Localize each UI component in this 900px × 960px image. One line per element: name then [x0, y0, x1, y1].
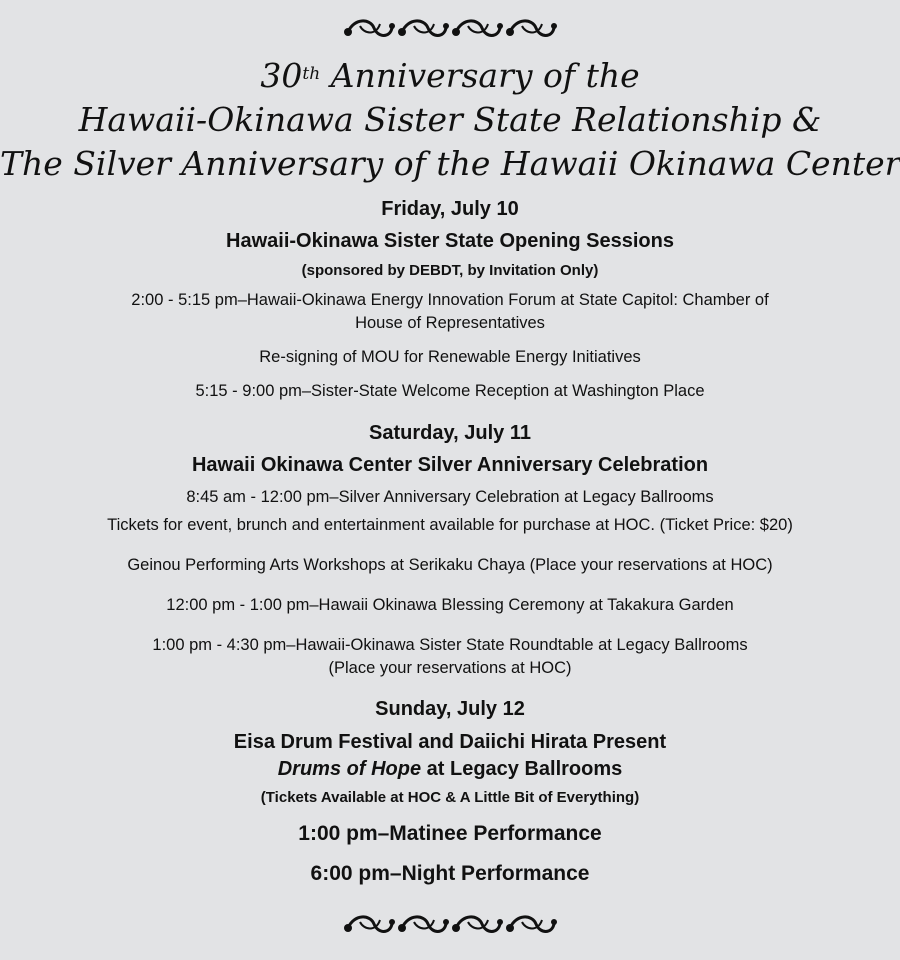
flourish-icon: [340, 14, 560, 44]
saturday-item-2: Tickets for event, brunch and entertainment available for purchase at HOC. (Ticket Price: $20): [107, 516, 793, 534]
sunday-event-line-1: Eisa Drum Festival and Daiichi Hirata Present: [233, 731, 667, 753]
friday-day-heading: Friday, July 10: [381, 198, 519, 220]
sunday-event-line-2: Drums of Hope at Legacy Ballrooms: [277, 758, 623, 780]
friday-item-2: Re-signing of MOU for Renewable Energy Initiatives: [259, 348, 641, 366]
saturday-item-5a: 1:00 pm - 4:30 pm–Hawaii-Okinawa Sister State Roundtable at Legacy Ballrooms: [152, 636, 748, 654]
top-flourish-ornament: [340, 14, 560, 44]
sunday-note: (Tickets Available at HOC & A Little Bit of Everything): [260, 789, 640, 806]
show-title: Drums of Hope: [277, 758, 422, 780]
saturday-item-3: Geinou Performing Arts Workshops at Serikaku Chaya (Place your reservations at HOC): [127, 556, 773, 574]
sunday-performance-2: 6:00 pm–Night Performance: [310, 862, 590, 885]
bottom-flourish-ornament: [340, 910, 560, 940]
friday-item-1a: 2:00 - 5:15 pm–Hawaii-Okinawa Energy Innovation Forum at State Capitol: Chamber of: [131, 291, 769, 309]
saturday-item-1: 8:45 am - 12:00 pm–Silver Anniversary Celebration at Legacy Ballrooms: [186, 488, 714, 506]
title-line-1: 30th Anniversary of the: [260, 56, 640, 95]
title-line-2: Hawaii-Okinawa Sister State Relationship &: [78, 100, 822, 139]
flourish-icon: [340, 910, 560, 940]
friday-note: (sponsored by DEBDT, by Invitation Only): [301, 262, 599, 279]
friday-item-1b: House of Representatives: [355, 314, 545, 332]
sunday-day-heading: Sunday, July 12: [375, 698, 525, 720]
saturday-day-heading: Saturday, July 11: [369, 422, 531, 444]
friday-event-title: Hawaii-Okinawa Sister State Opening Sessions: [226, 230, 674, 252]
saturday-event-title: Hawaii Okinawa Center Silver Anniversary Celebration: [191, 454, 709, 476]
sunday-performance-1: 1:00 pm–Matinee Performance: [298, 822, 602, 845]
saturday-item-4: 12:00 pm - 1:00 pm–Hawaii Okinawa Blessing Ceremony at Takakura Garden: [166, 596, 734, 614]
saturday-item-5b: (Place your reservations at HOC): [328, 659, 572, 677]
friday-item-3: 5:15 - 9:00 pm–Sister-State Welcome Reception at Washington Place: [195, 382, 705, 400]
title-line-3: The Silver Anniversary of the Hawaii Okinawa Center: [0, 144, 900, 183]
